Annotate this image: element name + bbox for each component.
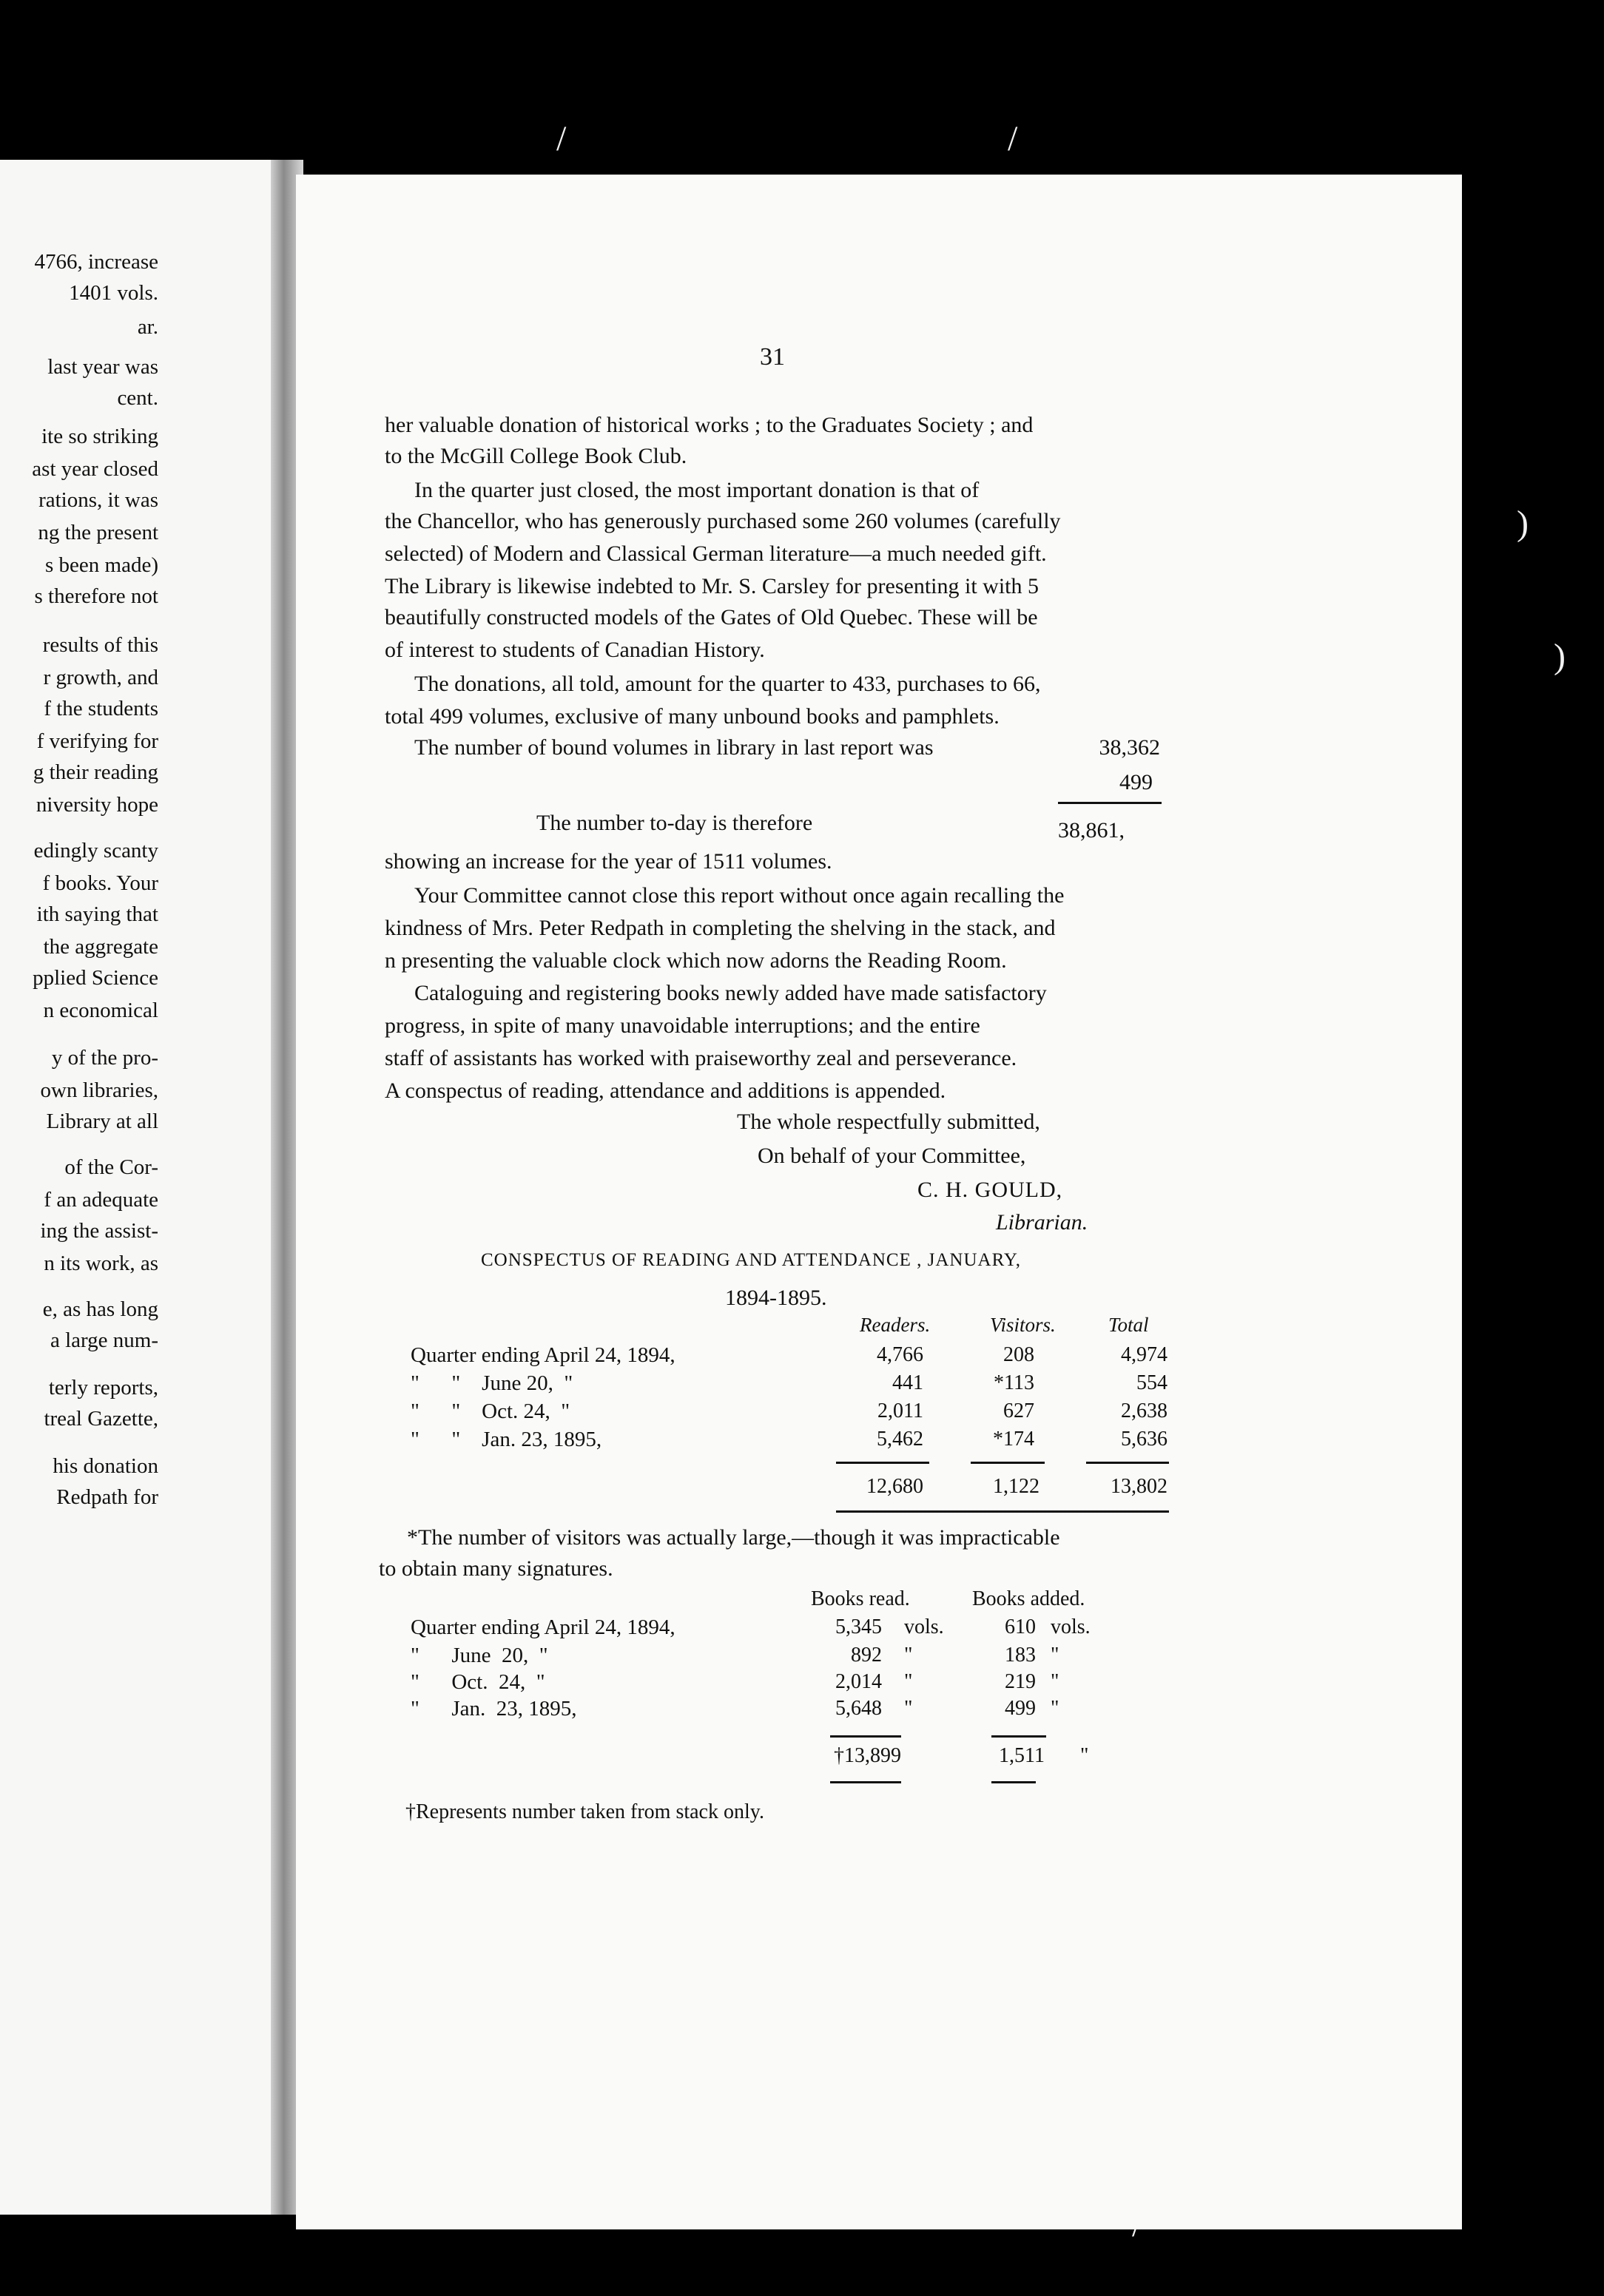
conspectus-readers: 5,462	[877, 1428, 923, 1451]
books-row-label: " June 20, "	[411, 1644, 548, 1667]
body-line: her valuable donation of historical works ; to the Graduates Society ; and	[385, 413, 1034, 437]
facing-page-line: n its work, as	[44, 1252, 158, 1275]
conspectus-row-label: " " Oct. 24, "	[411, 1399, 570, 1423]
books-rule	[991, 1735, 1046, 1738]
conspectus-total: 554	[1136, 1371, 1167, 1394]
body-line: selected) of Modern and Classical German literature—a much needed gift.	[385, 541, 1047, 566]
books-added: 610	[1005, 1615, 1036, 1638]
facing-page-line: ast year closed	[32, 457, 158, 481]
facing-page-line: terly reports,	[48, 1376, 158, 1399]
scan-speck: )	[1517, 504, 1529, 543]
conspectus-readers: 441	[892, 1371, 923, 1394]
conspectus-visitors: *113	[994, 1371, 1034, 1394]
facing-page-line: the aggregate	[43, 935, 158, 959]
books-read-unit: "	[904, 1644, 913, 1667]
books-read-unit: "	[904, 1670, 913, 1693]
closing-line: Cataloguing and registering books newly added have made satisfactory	[414, 981, 1047, 1005]
conspectus-visitors: *174	[993, 1428, 1034, 1451]
closing-line: n presenting the valuable clock which now adorns the Reading Room.	[385, 948, 1007, 973]
conspectus-row-label: " " Jan. 23, 1895,	[411, 1428, 602, 1451]
body-line: total 499 volumes, exclusive of many unbound books and pamphlets.	[385, 704, 1000, 729]
sum-books-read: †13,899	[834, 1744, 901, 1767]
scan-speck: )	[1554, 637, 1566, 676]
sum-readers: 12,680	[866, 1475, 923, 1498]
books-row-label: Quarter ending April 24, 1894,	[411, 1615, 675, 1639]
books-read: 5,648	[835, 1697, 882, 1720]
sum-books-added-unit: "	[1080, 1744, 1089, 1767]
books-read-unit: vols.	[904, 1615, 944, 1638]
conspectus-visitors: 208	[1003, 1343, 1034, 1366]
conspectus-sum-rule	[836, 1510, 1169, 1513]
books-added-unit: vols.	[1051, 1615, 1091, 1638]
facing-page-line: y of the pro-	[51, 1046, 158, 1070]
facing-page-line: s therefore not	[34, 584, 158, 608]
col-visitors: Visitors.	[990, 1314, 1056, 1336]
page-31	[296, 175, 1462, 2229]
conspectus-readers: 2,011	[877, 1399, 923, 1422]
col-books-read: Books read.	[811, 1587, 910, 1610]
closing-line: progress, in spite of many unavoidable interruptions; and the entire	[385, 1013, 980, 1038]
facing-page	[0, 160, 271, 2215]
facing-page-line: n economical	[43, 999, 158, 1022]
facing-page-line: rations, it was	[38, 488, 158, 512]
facing-page-line: Library at all	[46, 1110, 158, 1133]
books-read: 2,014	[835, 1670, 882, 1693]
books-row-label: " Jan. 23, 1895,	[411, 1697, 577, 1721]
body-line: The Library is likewise indebted to Mr. S. Carsley for presenting it with 5	[385, 574, 1039, 598]
books-sum-rule	[830, 1781, 901, 1783]
facing-page-line: pplied Science	[33, 966, 158, 990]
closing-line: staff of assistants has worked with praiseworthy zeal and perseverance.	[385, 1046, 1017, 1070]
books-read: 5,345	[835, 1615, 882, 1638]
books-read: 892	[851, 1644, 882, 1667]
facing-page-line: g their reading	[33, 760, 158, 784]
body-line: beautifully constructed models of the Gates of Old Quebec. These will be	[385, 605, 1038, 629]
facing-page-line: last year was	[47, 355, 158, 379]
facing-page-line: f verifying for	[36, 729, 158, 753]
librarian-title: Librarian.	[996, 1210, 1088, 1235]
facing-page-line: Redpath for	[56, 1485, 158, 1509]
facing-page-line: f books. Your	[42, 871, 158, 895]
books-added: 183	[1005, 1644, 1036, 1667]
facing-page-line: e, as has long	[42, 1297, 158, 1321]
facing-page-line: ing the assist-	[40, 1219, 158, 1243]
books-added-unit: "	[1051, 1697, 1059, 1720]
books-row-label: " Oct. 24, "	[411, 1670, 545, 1694]
books-rule	[830, 1735, 901, 1738]
conspectus-rule	[1086, 1462, 1169, 1464]
body-line: The donations, all told, amount for the quarter to 433, purchases to 66,	[414, 672, 1041, 696]
facing-page-line: treal Gazette,	[44, 1407, 158, 1431]
behalf-line: On behalf of your Committee,	[758, 1144, 1026, 1168]
volumes-added: 499	[1119, 770, 1153, 794]
volumes-increase: showing an increase for the year of 1511 volumes.	[385, 849, 832, 874]
facing-page-line: cent.	[117, 386, 158, 410]
facing-page-line: f an adequate	[44, 1188, 158, 1212]
col-readers: Readers.	[860, 1314, 931, 1336]
volumes-today: 38,861,	[1058, 818, 1125, 843]
conspectus-row-label: Quarter ending April 24, 1894,	[411, 1343, 675, 1367]
conspectus-total: 5,636	[1121, 1428, 1167, 1451]
books-added: 219	[1005, 1670, 1036, 1693]
body-line: to the McGill College Book Club.	[385, 444, 687, 468]
volumes-last-report: 38,362	[1099, 735, 1160, 760]
visitors-footnote-2: to obtain many signatures.	[379, 1556, 613, 1581]
conspectus-row-label: " " June 20, "	[411, 1371, 573, 1395]
facing-page-line: r growth, and	[43, 666, 158, 689]
facing-page-line: own libraries,	[40, 1078, 158, 1102]
books-read-unit: "	[904, 1697, 913, 1720]
body-line: of interest to students of Canadian History.	[385, 638, 765, 662]
body-line: The number of bound volumes in library in last report was	[414, 735, 934, 760]
facing-page-line: f the students	[44, 697, 158, 720]
sum-total: 13,802	[1111, 1475, 1167, 1498]
closing-line: A conspectus of reading, attendance and additions is appended.	[385, 1078, 946, 1103]
facing-page-line: his donation	[53, 1454, 158, 1478]
facing-page-line: 4766, increase	[34, 250, 158, 274]
body-line: the Chancellor, who has generously purchased some 260 volumes (carefully	[385, 509, 1061, 533]
col-books-added: Books added.	[972, 1587, 1085, 1610]
books-footnote: †Represents number taken from stack only.	[405, 1800, 764, 1823]
facing-page-line: a large num-	[50, 1328, 158, 1352]
facing-page-line: ite so striking	[41, 425, 158, 448]
conspectus-rule	[836, 1462, 929, 1464]
facing-page-line: ng the present	[38, 521, 158, 544]
body-line: In the quarter just closed, the most important donation is that of	[414, 478, 980, 502]
books-added: 499	[1005, 1697, 1036, 1720]
sum-books-added: 1,511	[999, 1744, 1045, 1767]
conspectus-rule	[971, 1462, 1045, 1464]
conspectus-readers: 4,766	[877, 1343, 923, 1366]
facing-page-line: s been made)	[45, 553, 158, 577]
facing-page-line: ith saying that	[36, 902, 158, 926]
volumes-sum-rule	[1058, 802, 1162, 804]
facing-page-line: results of this	[42, 633, 158, 657]
conspectus-visitors: 627	[1003, 1399, 1034, 1422]
conspectus-years: 1894-1895.	[725, 1286, 827, 1310]
facing-page-line: 1401 vols.	[69, 281, 158, 305]
sum-visitors: 1,122	[993, 1475, 1039, 1498]
facing-page-line: edingly scanty	[33, 839, 158, 862]
scan-speck: /	[556, 119, 567, 158]
facing-page-line: niversity hope	[36, 793, 158, 817]
conspectus-total: 4,974	[1121, 1343, 1167, 1366]
books-sum-rule	[991, 1781, 1036, 1783]
librarian-name: C. H. GOULD,	[917, 1178, 1063, 1202]
books-added-unit: "	[1051, 1644, 1059, 1667]
closing-line: Your Committee cannot close this report without once again recalling the	[414, 883, 1065, 908]
closing-line: kindness of Mrs. Peter Redpath in completing the shelving in the stack, and	[385, 916, 1056, 940]
facing-page-line: of the Cor-	[64, 1155, 158, 1179]
books-added-unit: "	[1051, 1670, 1059, 1693]
submitted-line: The whole respectfully submitted,	[737, 1110, 1040, 1134]
conspectus-total: 2,638	[1121, 1399, 1167, 1422]
conspectus-heading: CONSPECTUS OF READING AND ATTENDANCE , JANUARY,	[481, 1250, 1021, 1270]
volumes-today-label: The number to-day is therefore	[536, 811, 813, 835]
page-number: 31	[760, 343, 785, 371]
visitors-footnote-1: *The number of visitors was actually large,—though it was impracticable	[407, 1525, 1060, 1550]
col-total: Total	[1108, 1314, 1149, 1336]
facing-page-line: ar.	[137, 315, 158, 339]
scan-speck: /	[1008, 119, 1018, 158]
